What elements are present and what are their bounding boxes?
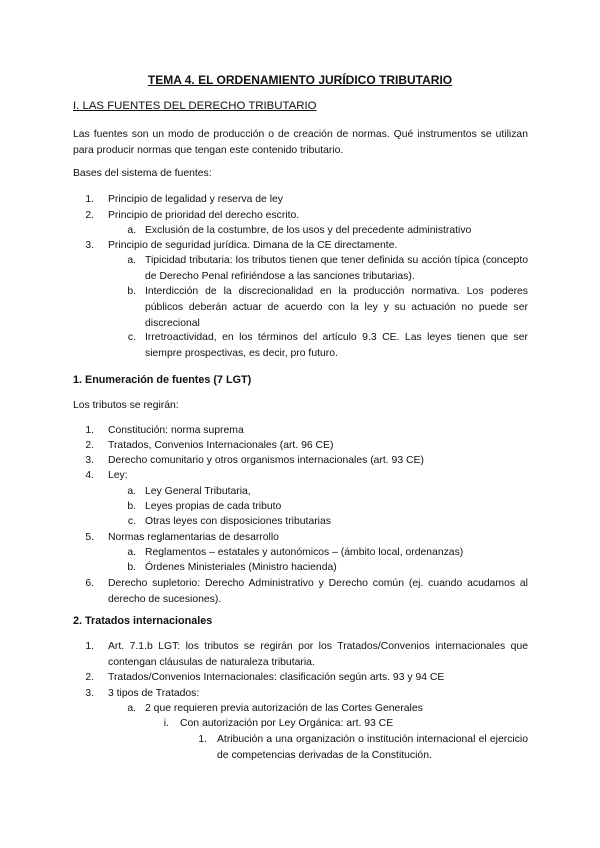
list-item: a. Reglamentos – estatales y autonómicos – (ámbito local, ordenanzas) xyxy=(127,547,464,558)
list-item: a. Exclusión de la costumbre, de los usos y del precedente administrativo xyxy=(127,225,472,236)
list-item: 4. Ley: xyxy=(85,470,128,481)
heading-enumeracion: 1. Enumeración de fuentes (7 LGT) xyxy=(73,374,252,386)
list-item: 5. Normas reglamentarias de desarrollo xyxy=(85,532,279,543)
list-item: b. Interdicción de la discrecionalidad en la producción normativa. Los poderes públicos deberán actuar de acuerdo con la ley y su actuación no puede ser discrecional xyxy=(127,286,528,329)
intro-paragraph: Las fuentes son un modo de producción o de creación de normas. Qué instrumentos se utilizan para producir normas que tengan este contenido tributario. xyxy=(73,129,528,156)
list-item: 1. Constitución: norma suprema xyxy=(85,425,244,436)
list-item: 2. Tratados, Convenios Internacionales (art. 96 CE) xyxy=(85,440,334,451)
list-item: 3. Principio de seguridad jurídica. Dimana de la CE directamente. xyxy=(85,240,398,251)
list-item: 2. Tratados/Convenios Internacionales: clasificación según arts. 93 y 94 CE xyxy=(85,672,445,683)
list-item: a. Tipicidad tributaria: los tributos tienen que tener definida su acción típica (concepto de Derecho Penal refiriéndose a las sanciones tributarias). xyxy=(127,255,528,282)
list-item: i. Con autorización por Ley Orgánica: art. 93 CE xyxy=(163,718,394,729)
section-heading-fuentes: I. LAS FUENTES DEL DERECHO TRIBUTARIO xyxy=(73,100,317,112)
list-item: 6. Derecho supletorio: Derecho Administrativo y Derecho común (ej. cuando acudamos al derecho de sucesiones). xyxy=(85,578,528,605)
bases-label: Bases del sistema de fuentes: xyxy=(73,168,212,179)
list-item: c. Irretroactividad, en los términos del artículo 9.3 CE. Las leyes tienen que ser siempre prospectivas, es decir, pro futuro. xyxy=(127,332,528,359)
list-item: 1. Atribución a una organización o institución internacional el ejercicio de competencias derivadas de la Constitución. xyxy=(198,734,528,761)
list-item: 1. Art. 7.1.b LGT: los tributos se regirán por los Tratados/Convenios internacionales que contengan cláusulas de naturaleza tributaria. xyxy=(85,641,528,668)
list-item: b. Órdenes Ministeriales (Ministro hacienda) xyxy=(127,562,337,573)
list-item: 2. Principio de prioridad del derecho escrito. xyxy=(85,210,300,221)
list-item: c. Otras leyes con disposiciones tributarias xyxy=(127,516,331,527)
list-item: 3. Derecho comunitario y otros organismos internacionales (art. 93 CE) xyxy=(85,455,424,466)
heading-tratados: 2. Tratados internacionales xyxy=(73,615,213,627)
list-item: a. Ley General Tributaria, xyxy=(127,486,251,497)
list-item: b. Leyes propias de cada tributo xyxy=(127,501,282,512)
list-item: 1. Principio de legalidad y reserva de ley xyxy=(85,194,284,205)
list-item: a. 2 que requieren previa autorización de las Cortes Generales xyxy=(127,703,423,714)
tributos-label: Los tributos se regirán: xyxy=(73,400,179,411)
document-title: TEMA 4. EL ORDENAMIENTO JURÍDICO TRIBUTARIO xyxy=(147,73,453,87)
list-item: 3. 3 tipos de Tratados: xyxy=(85,688,200,699)
